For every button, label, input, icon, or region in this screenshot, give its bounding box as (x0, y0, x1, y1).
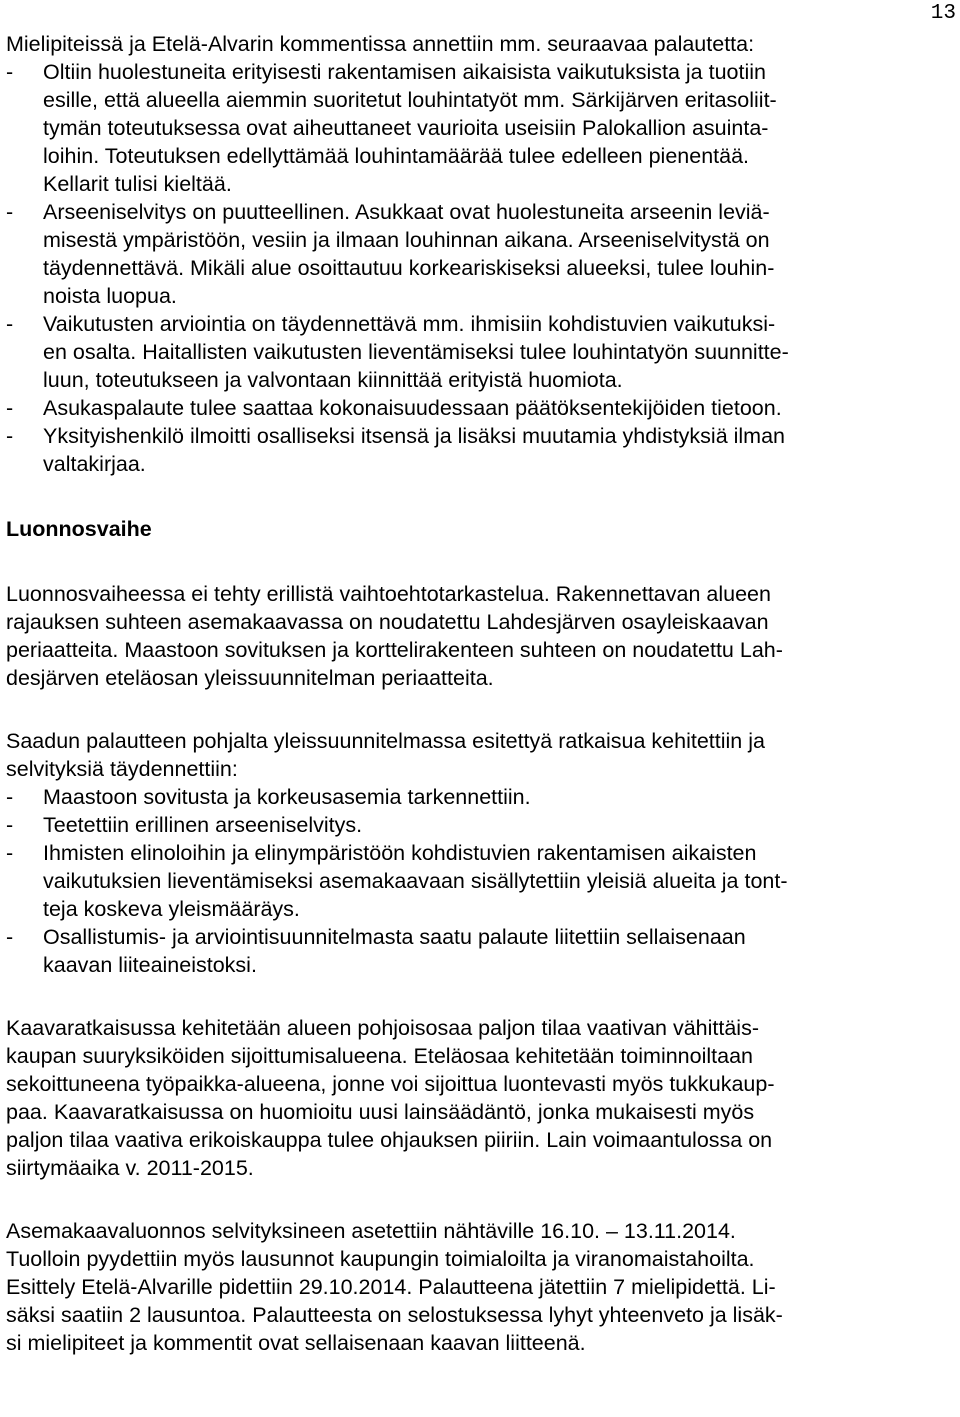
list-item-line: teja koskeva yleismääräys. (43, 897, 300, 921)
list-item-line: tymän toteutuksessa ovat aiheuttaneet vaurioita useisiin Palokallion asuinta- (43, 116, 769, 140)
list-item-line: valtakirjaa. (43, 452, 146, 476)
paragraph-line: säksi saatiin 2 lausuntoa. Palautteesta on selostuksessa lyhyt yhteenveto ja lisäk- (6, 1303, 783, 1327)
list-dash: - (6, 396, 14, 420)
paragraph-line: selvityksiä täydennettiin: (6, 757, 238, 781)
paragraph-line: paljon tilaa vaativa erikoiskauppa tulee ohjauksen piiriin. Lain voimaantulossa on (6, 1128, 773, 1152)
list-item-line: Osallistumis- ja arviointisuunnitelmasta saatu palaute liitettiin sellaisenaan (43, 925, 746, 949)
list-item (6, 310, 952, 394)
list-item (6, 783, 952, 811)
paragraph-line: siirtymäaika v. 2011-2015. (6, 1156, 254, 1180)
document-body (6, 30, 952, 1357)
paragraph-line: paa. Kaavaratkaisussa on huomioitu uusi lainsäädäntö, jonka mukaisesti myös (6, 1100, 755, 1124)
list-item-line: en osalta. Haitallisten vaikutusten lieventämiseksi tulee louhintatyön suunnitte- (43, 340, 789, 364)
page-number: 13 (930, 2, 956, 25)
paragraph (6, 1014, 952, 1182)
list-dash: - (6, 841, 14, 865)
list-item-line: misestä ympäristöön, vesiin ja ilmaan louhinnan aikana. Arseeniselvitystä on (43, 228, 770, 252)
list-item-line: loihin. Toteutuksen edellyttämää louhintamäärää tulee edelleen pienentää. (43, 144, 750, 168)
list-item-line: vaikutuksien lieventämiseksi asemakaavaan sisällytettiin yleisiä alueita ja tont- (43, 869, 788, 893)
list-dash: - (6, 424, 14, 448)
list-item-line: Maastoon sovitusta ja korkeusasemia tarkennettiin. (43, 785, 531, 809)
paragraph-line: sekoittuneena työpaikka-alueena, jonne voi sijoittua luontevasti myös tukkukaup- (6, 1072, 775, 1096)
list-item (6, 198, 952, 310)
paragraph-line: Kaavaratkaisussa kehitetään alueen pohjoisosaa paljon tilaa vaativan vähittäis- (6, 1016, 759, 1040)
list-item-line: Asukaspalaute tulee saattaa kokonaisuudessaan päätöksentekijöiden tietoon. (43, 396, 782, 420)
paragraph-line: desjärven eteläosan yleissuunnitelman periaatteita. (6, 666, 494, 690)
list-item-line: Arseeniselvitys on puutteellinen. Asukkaat ovat huolestuneita arseenin leviä- (43, 200, 770, 224)
list-dash: - (6, 813, 14, 837)
list-item (6, 811, 952, 839)
list-dash: - (6, 785, 14, 809)
paragraph-line: Saadun palautteen pohjalta yleissuunnitelmassa esitettyä ratkaisua kehitettiin ja (6, 729, 765, 753)
paragraph (6, 727, 952, 783)
paragraph-line: Asemakaavaluonnos selvityksineen asetettiin nähtäville 16.10. – 13.11.2014. (6, 1219, 736, 1243)
paragraph-line: Esittely Etelä-Alvarille pidettiin 29.10.2014. Palautteena jätettiin 7 mielipidettä. Li- (6, 1275, 776, 1299)
list-dash: - (6, 312, 14, 336)
list-item-line: täydennettävä. Mikäli alue osoittautuu korkeariskiseksi alueeksi, tulee louhin- (43, 256, 775, 280)
list-dash: - (6, 925, 14, 949)
paragraph-line: Tuolloin pyydettiin myös lausunnot kaupungin toimialoilta ja viranomaistahoilta. (6, 1247, 755, 1271)
paragraph-line: periaatteita. Maastoon sovituksen ja korttelirakenteen suhteen on noudatettu Lah- (6, 638, 783, 662)
list-item (6, 839, 952, 923)
list-dash: - (6, 60, 14, 84)
list-item (6, 422, 952, 478)
list-item-line: noista luopua. (43, 284, 177, 308)
list-item (6, 923, 952, 979)
list-item-line: kaavan liiteaineistoksi. (43, 953, 257, 977)
list-item (6, 58, 952, 198)
section-heading: Luonnosvaihe (6, 517, 152, 541)
list-item-line: Ihmisten elinoloihin ja elinympäristöön kohdistuvien rakentamisen aikaisten (43, 841, 757, 865)
list-item-line: Kellarit tulisi kieltää. (43, 172, 232, 196)
paragraph-line: si mielipiteet ja kommentit ovat sellaisenaan kaavan liitteenä. (6, 1331, 586, 1355)
list-item-line: Vaikutusten arviointia on täydennettävä mm. ihmisiin kohdistuvien vaikutuksi- (43, 312, 776, 336)
list-dash: - (6, 200, 14, 224)
paragraph (6, 1217, 952, 1357)
list-item (6, 394, 952, 422)
paragraph-line: kaupan suuryksiköiden sijoittumisalueena. Eteläosaa kehitetään toiminnoiltaan (6, 1044, 753, 1068)
list-item-line: Yksityishenkilö ilmoitti osalliseksi itsensä ja lisäksi muutamia yhdistyksiä ilman (43, 424, 786, 448)
paragraph-line: Luonnosvaiheessa ei tehty erillistä vaihtoehtotarkastelua. Rakennettavan alueen (6, 582, 771, 606)
paragraph-line: rajauksen suhteen asemakaavassa on noudatettu Lahdesjärven osayleiskaavan (6, 610, 769, 634)
list-item-line: Teetettiin erillinen arseeniselvitys. (43, 813, 363, 837)
list-item-line: luun, toteutukseen ja valvontaan kiinnittää erityistä huomiota. (43, 368, 623, 392)
list-item-line: Oltiin huolestuneita erityisesti rakentamisen aikaisista vaikutuksista ja tuotiin (43, 60, 766, 84)
paragraph (6, 580, 952, 692)
feedback-intro: Mielipiteissä ja Etelä-Alvarin kommentissa annettiin mm. seuraavaa palautetta: (6, 32, 755, 56)
list-item-line: esille, että alueella aiemmin suoritetut louhintatyöt mm. Särkijärven eritasoliit- (43, 88, 777, 112)
